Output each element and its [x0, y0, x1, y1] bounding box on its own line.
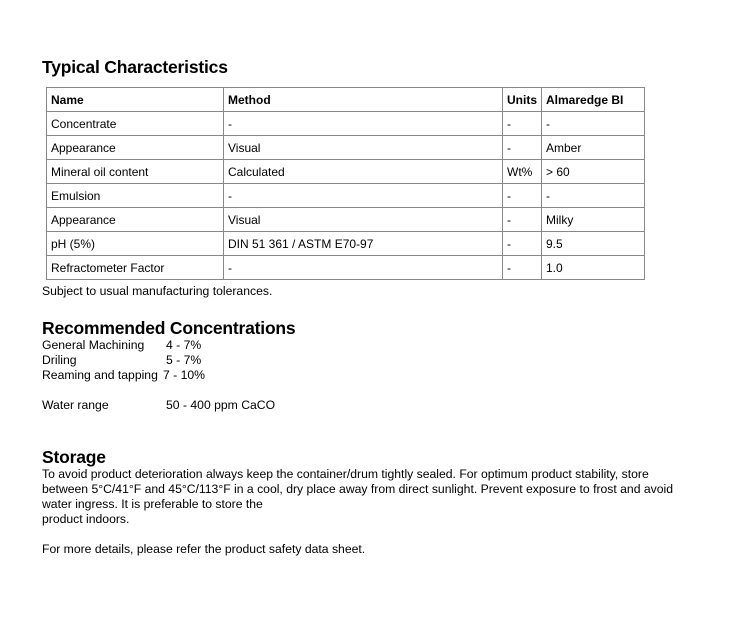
safety-data-note: For more details, please refer the product safety data sheet.	[42, 542, 366, 556]
table-row	[47, 232, 645, 256]
cell-units: -	[503, 208, 542, 232]
cell-name: Emulsion	[47, 184, 224, 208]
column-header-product: Almaredge BI	[542, 88, 645, 112]
cell-value: -	[542, 112, 645, 136]
storage-heading: Storage	[42, 447, 106, 467]
cell-method: -	[224, 112, 503, 136]
concentration-label: Reaming and tapping	[42, 368, 158, 382]
concentration-row-drilling	[42, 353, 202, 368]
table-row	[47, 208, 645, 232]
cell-value: 9.5	[542, 232, 645, 256]
water-range-value: 50 - 400 ppm CaCO	[166, 398, 276, 412]
storage-line: between 5°C/41°F and 45°C/113°F in a cool, dry place away from direct sunlight. Prevent exposure to frost and avoid	[42, 482, 674, 496]
cell-units: -	[503, 136, 542, 160]
typical-characteristics-heading: Typical Characteristics	[42, 57, 228, 77]
cell-name: Concentrate	[47, 112, 224, 136]
cell-value: Amber	[542, 136, 645, 160]
concentration-row-general-machining	[42, 338, 202, 353]
cell-units: -	[503, 184, 542, 208]
cell-value: -	[542, 184, 645, 208]
storage-paragraph	[42, 467, 692, 527]
tolerance-note: Subject to usual manufacturing tolerances.	[42, 284, 273, 298]
concentration-label: General Machining	[42, 338, 145, 352]
cell-name: Refractometer Factor	[47, 256, 224, 280]
cell-name: pH (5%)	[47, 232, 224, 256]
table-row	[47, 112, 645, 136]
storage-line: product indoors.	[42, 512, 130, 526]
storage-line: water ingress. It is preferable to store the	[42, 497, 263, 511]
concentration-label: Driling	[42, 353, 77, 367]
cell-value: > 60	[542, 160, 645, 184]
characteristics-table	[46, 87, 645, 280]
cell-value: Milky	[542, 208, 645, 232]
column-header-method: Method	[224, 88, 503, 112]
cell-name: Appearance	[47, 136, 224, 160]
cell-value: 1.0	[542, 256, 645, 280]
cell-units: -	[503, 256, 542, 280]
column-header-name: Name	[47, 88, 224, 112]
recommended-concentrations-heading: Recommended Concentrations	[42, 318, 296, 338]
table-row	[47, 256, 645, 280]
storage-line: To avoid product deterioration always keep the container/drum tightly sealed. For optimum product stability, store	[42, 467, 649, 481]
concentration-value: 5 - 7%	[166, 353, 202, 367]
cell-units: -	[503, 112, 542, 136]
concentration-value: 7 - 10%	[163, 368, 206, 382]
table-row	[47, 136, 645, 160]
concentration-row-reaming	[42, 368, 206, 383]
cell-method: DIN 51 361 / ASTM E70-97	[224, 232, 503, 256]
cell-method: Calculated	[224, 160, 503, 184]
table-row	[47, 160, 645, 184]
column-header-units: Units	[503, 88, 542, 112]
cell-name: Mineral oil content	[47, 160, 224, 184]
cell-method: -	[224, 256, 503, 280]
cell-method: -	[224, 184, 503, 208]
concentration-value: 4 - 7%	[166, 338, 202, 352]
water-range-row	[42, 398, 276, 413]
table-header-row	[47, 88, 645, 112]
cell-units: Wt%	[503, 160, 542, 184]
water-range-label: Water range	[42, 398, 109, 412]
cell-name: Appearance	[47, 208, 224, 232]
cell-units: -	[503, 232, 542, 256]
cell-method: Visual	[224, 136, 503, 160]
cell-method: Visual	[224, 208, 503, 232]
table-row	[47, 184, 645, 208]
